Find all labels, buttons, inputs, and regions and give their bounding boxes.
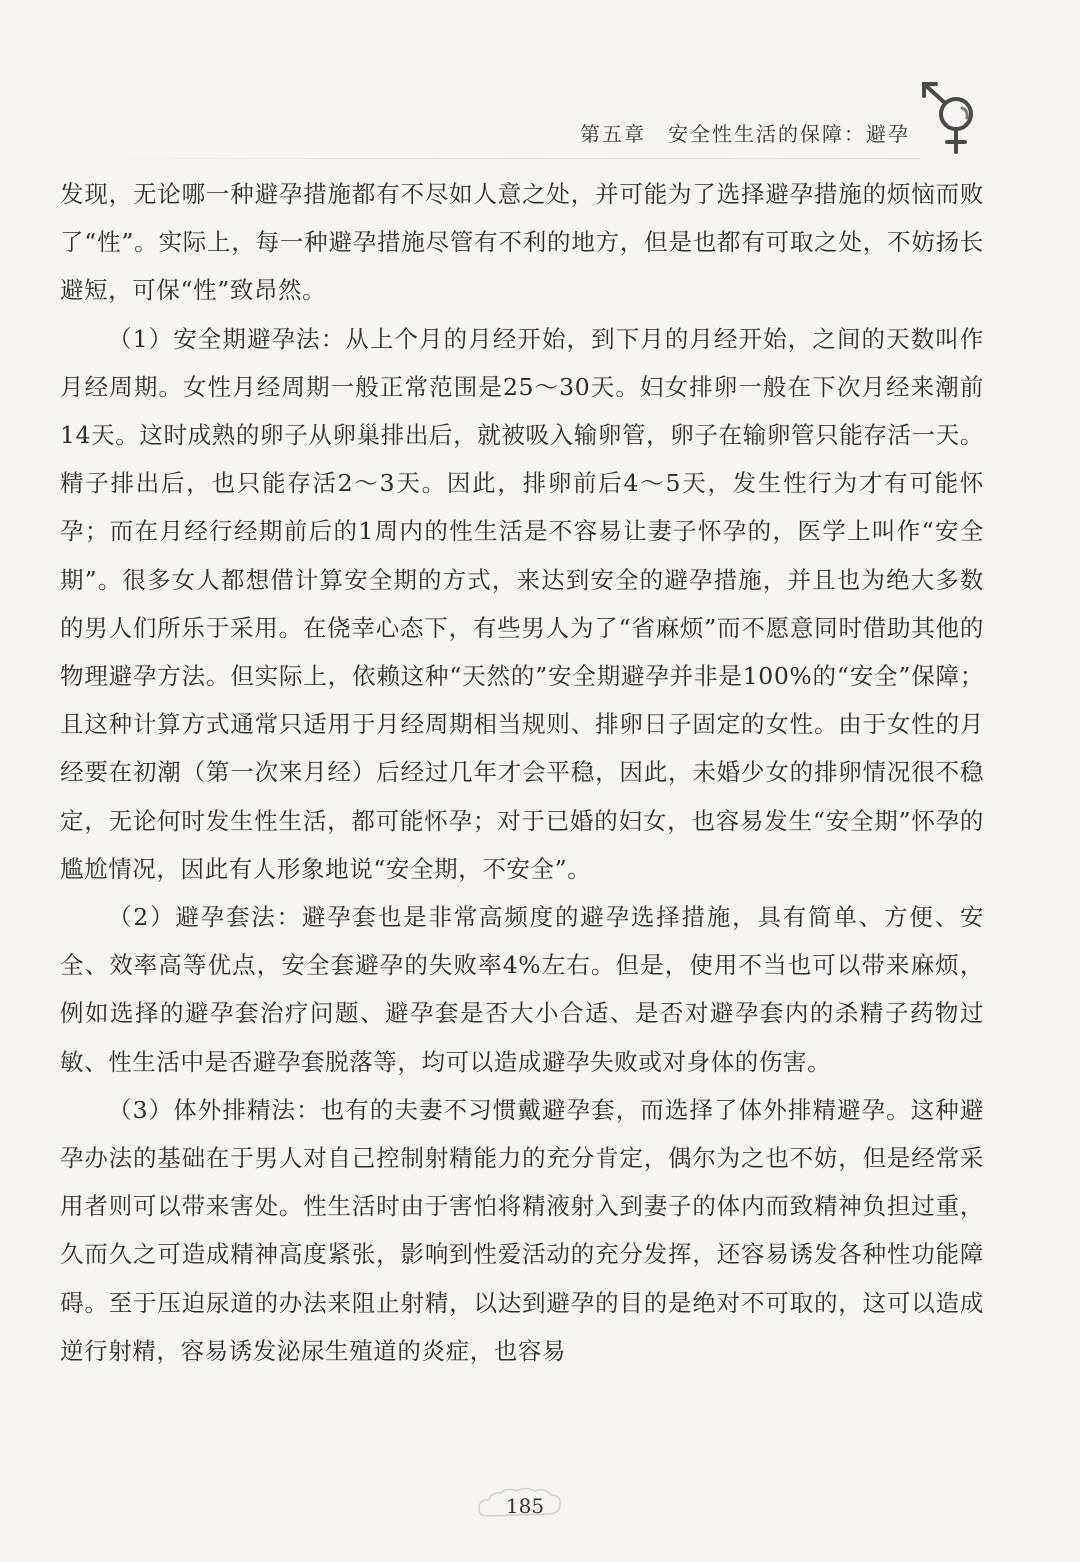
chapter-title: 第五章 安全性生活的保障：避孕: [580, 122, 910, 146]
page-number-ornament: [470, 1486, 580, 1526]
gender-symbol-icon: [918, 80, 988, 160]
body-text: [60, 170, 984, 1375]
paragraph-withdrawal: （3）体外排精法：也有的夫妻不习惯戴避孕套，而选择了体外排精避孕。这种避孕办法的基础在于男人对自己控制射精能力的充分肯定，偶尔为之也不妨，但是经常采用者则可以带来害处。性生活时由于害怕将精液射入到妻子的体内而致精神负担过重，久而久之可造成精神高度紧张，影响到性爱活动的充分发挥，还容易诱发各种性功能障碍。至于压迫尿道的办法来阻止射精，以达到避孕的目的是绝对不可取的，这可以造成逆行射精，容易诱发泌尿生殖道的炎症，也容易: [60, 1095, 984, 1365]
header-divider: [60, 158, 920, 159]
page-number: 185: [505, 1494, 545, 1518]
paragraph-intro: 发现，无论哪一种避孕措施都有不尽如人意之处，并可能为了选择避孕措施的烦恼而败了“性”。实际上，每一种避孕措施尽管有不利的地方，但是也都有可取之处，不妨扬长避短，可保“性”致昂然。: [60, 180, 984, 305]
running-header: [560, 106, 980, 156]
paragraph-safe-period: （1）安全期避孕法：从上个月的月经开始，到下月的月经开始，之间的天数叫作月经周期。女性月经周期一般正常范围是25～30天。妇女排卵一般在下次月经来潮前14天。这时成熟的卵子从卵巢排出后，就被吸入输卵管，卵子在输卵管只能存活一天。精子排出后，也只能存活2～3天。因此，排卵前后4～5天，发生性行为才有可能怀孕；而在月经行经期前后的1周内的性生活是不容易让妻子怀孕的，医学上叫作“安全期”。很多女人都想借计算安全期的方式，来达到安全的避孕措施，并且也为绝大多数的男人们所乐于采用。在侥幸心态下，有些男人为了“省麻烦”而不愿意同时借助其他的物理避孕方法。但实际上，依赖这种“天然的”安全期避孕并非是100%的“安全”保障；且这种计算方式通常只适用于月经周期相当规则、排卵日子固定的女性。由于女性的月经要在初潮（第一次来月经）后经过几年才会平稳，因此，未婚少女的排卵情况很不稳定，无论何时发生性生活，都可能怀孕；对于已婚的妇女，也容易发生“安全期”怀孕的尴尬情况，因此有人形象地说“安全期，不安全”。: [60, 324, 984, 883]
paragraph-condom: （2）避孕套法：避孕套也是非常高频度的避孕选择措施，具有简单、方便、安全、效率高等优点，安全套避孕的失败率4%左右。但是，使用不当也可以带来麻烦，例如选择的避孕套治疗问题、避孕套是否大小合适、是否对避孕套内的杀精子药物过敏、性生活中是否避孕套脱落等，均可以造成避孕失败或对身体的伤害。: [60, 903, 984, 1076]
